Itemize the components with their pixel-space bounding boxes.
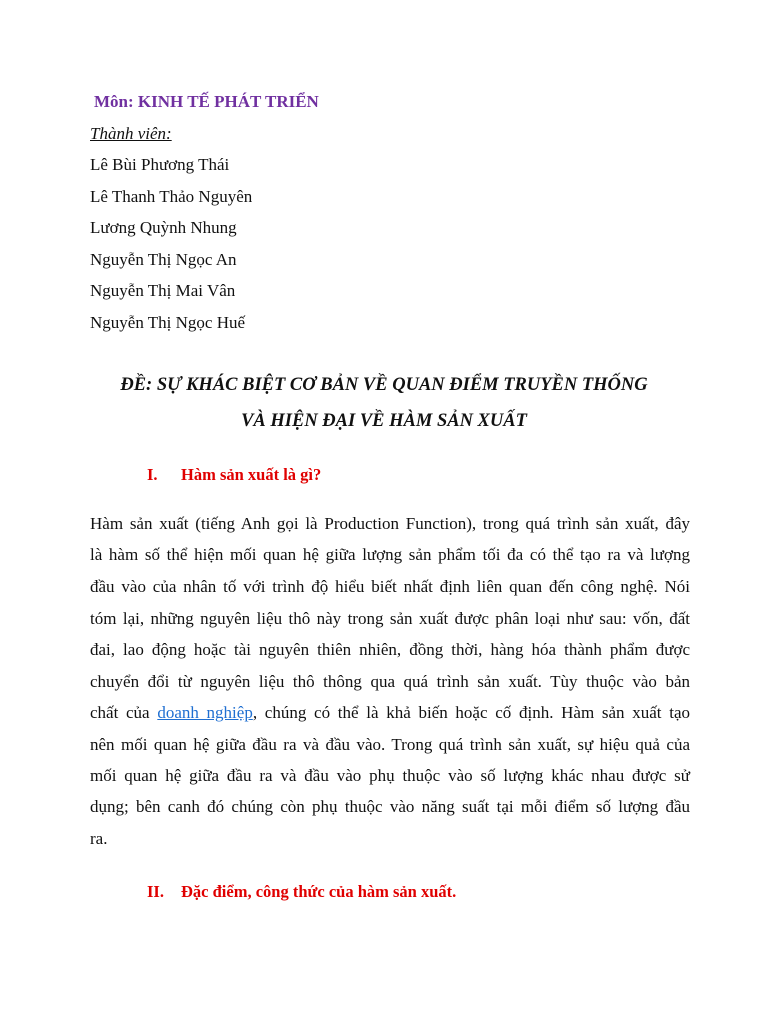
document-title-line-2: VÀ HIỆN ĐẠI VỀ HÀM SẢN XUẤT bbox=[241, 411, 527, 431]
paragraph-line: tóm lại, những nguyên liệu thô này trong sản xuất được phân loại như sau: vốn, đất bbox=[90, 609, 690, 628]
paragraph-line: mối quan hệ giữa đầu ra và đầu vào phụ thuộc vào số lượng khác nhau được sử bbox=[90, 766, 690, 785]
paragraph-line: đầu vào của nhân tố với trình độ hiểu biết nhất định liên quan đến công nghệ. Nói bbox=[90, 577, 690, 596]
member-name: Lương Quỳnh Nhung bbox=[90, 218, 237, 237]
paragraph-line: dụng; bên canh đó chúng còn phụ thuộc vào năng suất tại mỗi điểm số lượng đầu bbox=[90, 797, 690, 816]
paragraph-line: nên mối quan hệ giữa đầu ra và đầu vào. Trong quá trình sản xuất, sự hiệu quả của bbox=[90, 735, 690, 754]
member-name: Nguyễn Thị Mai Vân bbox=[90, 281, 236, 300]
section-2-title: Đặc điểm, công thức của hàm sản xuất. bbox=[181, 882, 457, 901]
section-2-number: II. bbox=[147, 882, 164, 901]
document-title-line-1: ĐỀ: SỰ KHÁC BIỆT CƠ BẢN VỀ QUAN ĐIỂM TRUYỀN THỐNG bbox=[120, 375, 648, 395]
member-name: Lê Bùi Phương Thái bbox=[90, 155, 230, 174]
section-2-heading bbox=[147, 882, 456, 902]
member-name: Lê Thanh Thảo Nguyên bbox=[90, 186, 253, 206]
section-1-number: I. bbox=[147, 465, 158, 484]
paragraph-line: Hàm sản xuất (tiếng Anh gọi là Production Function), trong quá trình sản xuất, đây bbox=[90, 514, 690, 533]
section-1-heading bbox=[147, 465, 321, 485]
paragraph-text: chất của bbox=[90, 703, 158, 722]
paragraph-line: chuyển đổi từ nguyên liệu thô thông qua quá trình sản xuất. Tùy thuộc vào bản bbox=[90, 672, 690, 691]
doanh-nghiep-link[interactable]: doanh nghiệp bbox=[157, 703, 253, 722]
member-name: Nguyễn Thị Ngọc Huế bbox=[90, 312, 246, 332]
paragraph-line: đai, lao động hoặc tài nguyên thiên nhiên, đồng thời, hàng hóa thành phẩm được bbox=[90, 640, 690, 659]
subject-title: Môn: KINH TẾ PHÁT TRIỂN bbox=[94, 92, 319, 111]
member-name: Nguyễn Thị Ngọc An bbox=[90, 249, 237, 269]
paragraph-line-with-link bbox=[90, 703, 690, 723]
members-label: Thành viên: bbox=[90, 124, 172, 143]
paragraph-text: , chúng có thể là khả biến hoặc cố định. Hàm sản xuất tạo bbox=[252, 703, 690, 722]
paragraph-line: là hàm số thể hiện mối quan hệ giữa lượng sản phẩm tối đa có thể tạo ra và lượng bbox=[90, 545, 690, 564]
member-list bbox=[90, 155, 252, 344]
section-1-title: Hàm sản xuất là gì? bbox=[181, 465, 322, 484]
paragraph-line: ra. bbox=[90, 829, 108, 848]
